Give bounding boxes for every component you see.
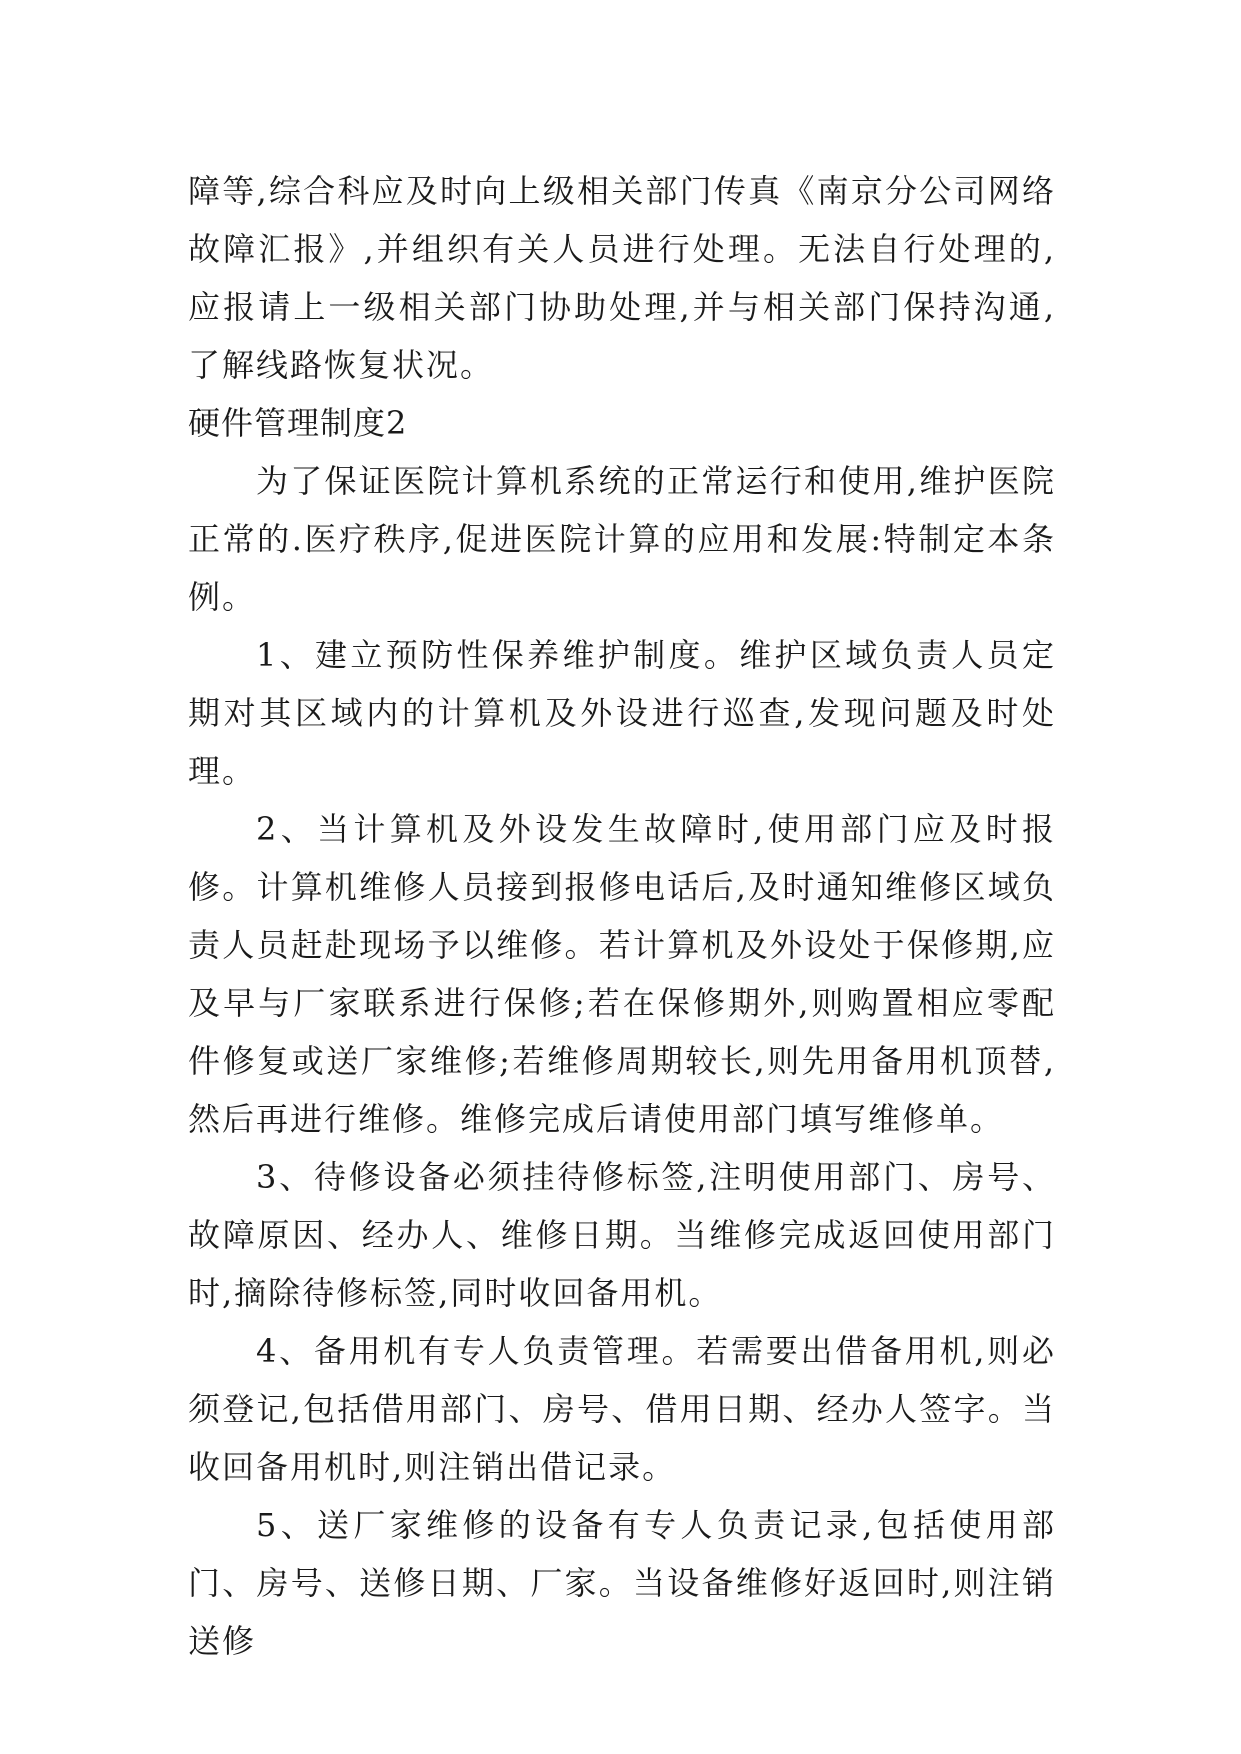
paragraph-item-3: 3、待修设备必须挂待修标签,注明使用部门、房号、故障原因、经办人、维修日期。当维修完成返回使用部门时,摘除待修标签,同时收回备用机。 [188, 1158, 1056, 1312]
paragraph-intro: 为了保证医院计算机系统的正常运行和使用,维护医院正常的.医疗秩序,促进医院计算的应用和发展:特制定本条例。 [188, 462, 1056, 616]
paragraph-item-5: 5、送厂家维修的设备有专人负责记录,包括使用部门、房号、送修日期、厂家。当设备维修好返回时,则注销送修 [188, 1506, 1056, 1660]
paragraph-item-2: 2、当计算机及外设发生故障时,使用部门应及时报修。计算机维修人员接到报修电话后,及时通知维修区域负责人员赶赴现场予以维修。若计算机及外设处于保修期,应及早与厂家联系进行保修;若在保修期外,则购置相应零配件修复或送厂家维修;若维修周期较长,则先用备用机顶替,然后再进行维修。维修完成后请使用部门填写维修单。 [188, 810, 1056, 1138]
paragraph-item-1: 1、建立预防性保养维护制度。维护区域负责人员定期对其区域内的计算机及外设进行巡查,发现问题及时处理。 [188, 636, 1056, 790]
document-body [188, 162, 1056, 1670]
paragraph-item-4: 4、备用机有专人负责管理。若需要出借备用机,则必须登记,包括借用部门、房号、借用日期、经办人签字。当收回备用机时,则注销出借记录。 [188, 1332, 1056, 1486]
paragraph-continuation: 障等,综合科应及时向上级相关部门传真《南京分公司网络故障汇报》,并组织有关人员进行处理。无法自行处理的,应报请上一级相关部门协助处理,并与相关部门保持沟通,了解线路恢复状况。 [188, 172, 1056, 384]
section-heading: 硬件管理制度2 [188, 404, 408, 442]
